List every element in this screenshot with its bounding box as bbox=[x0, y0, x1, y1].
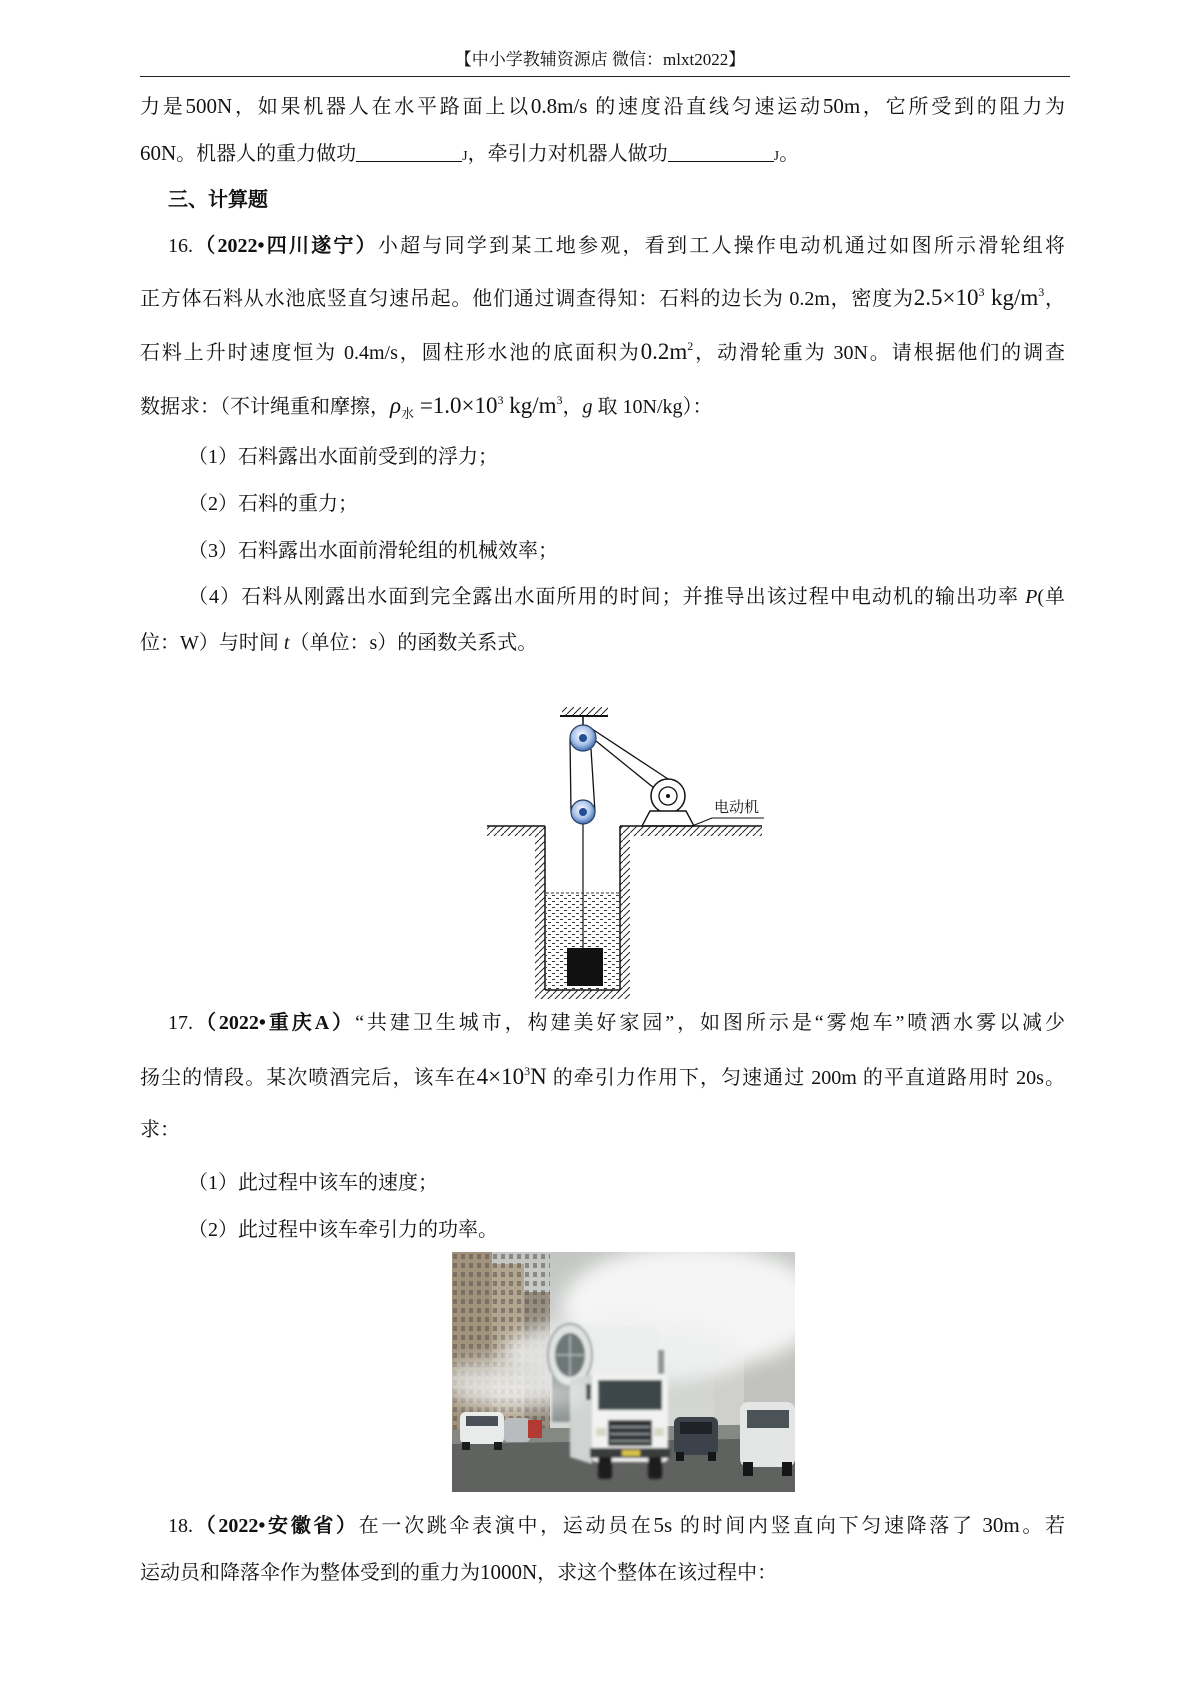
grille-bar bbox=[610, 1433, 650, 1435]
q18-distance: 30m bbox=[982, 1513, 1020, 1537]
q16-text: 小超与同学到某工地参观，看到工人操作电动机通过如图所示滑轮组将 bbox=[377, 235, 1065, 257]
q15-support-force: 500N bbox=[185, 94, 233, 118]
car-wheel bbox=[494, 1442, 502, 1450]
truck-wheel bbox=[648, 1457, 662, 1479]
force-base: 4×10 bbox=[476, 1064, 525, 1089]
section-title: 三、计算题 bbox=[168, 189, 268, 211]
q18-text: 在一次跳伞表演中，运动员在 bbox=[358, 1515, 654, 1537]
q15-text: 。 bbox=[779, 143, 800, 165]
rho-symbol: ρ bbox=[390, 393, 402, 418]
q17-ask: 求： bbox=[140, 1119, 180, 1141]
q18-weight: 1000N bbox=[480, 1560, 538, 1584]
pool-bottom-hatch bbox=[535, 990, 630, 999]
force-exponent: 3 bbox=[524, 1064, 531, 1078]
motor-axle bbox=[666, 794, 670, 798]
q16-text: 数据求：（不计绳重和摩擦， bbox=[140, 396, 390, 418]
power-symbol: P bbox=[1025, 586, 1038, 608]
q18-text: ，求这个整体在该过程中： bbox=[537, 1562, 778, 1584]
q18-text: 。若 bbox=[1019, 1515, 1066, 1537]
unit-joule: J bbox=[773, 149, 780, 164]
g-symbol: g bbox=[582, 396, 593, 418]
rope-right-segment bbox=[591, 749, 595, 812]
q17-line-2 bbox=[140, 1062, 1065, 1092]
truck-plate bbox=[622, 1450, 640, 1456]
rho-subscript: 水 bbox=[401, 406, 415, 421]
q17-item-2: （2）此过程中该车牵引力的功率。 bbox=[188, 1219, 498, 1241]
pool-right-wall-hatch bbox=[620, 836, 630, 990]
q18-line-2 bbox=[140, 1557, 777, 1587]
q16-text: 正方体石料从水池底竖直匀速吊起。他们通过调查得知：石料的边长为 0.2m，密度为 bbox=[140, 288, 914, 310]
q18-number: 18. bbox=[168, 1515, 193, 1537]
rope-to-motor bbox=[586, 725, 668, 779]
red-car bbox=[528, 1420, 542, 1438]
answer-blank-gravity-work bbox=[356, 141, 462, 162]
q16-number: 16. bbox=[168, 235, 193, 257]
photo-foreground-fog bbox=[452, 1380, 592, 1408]
grille-bar bbox=[610, 1426, 650, 1428]
q15-distance: 50m bbox=[822, 94, 861, 118]
fixed-pulley-hub bbox=[579, 734, 587, 742]
movable-pulley bbox=[571, 800, 595, 824]
unit-joule: J bbox=[462, 149, 468, 164]
header-rule bbox=[140, 76, 1070, 77]
q17-line-1 bbox=[168, 1008, 1065, 1038]
water-density-base: =1.0×10 bbox=[414, 393, 498, 418]
truck-headlight bbox=[654, 1428, 664, 1436]
rope-left-segment bbox=[570, 738, 571, 812]
q15-text: ，它所受到的阻力为 bbox=[860, 96, 1066, 118]
q16-item-4-text: （4）石料从刚露出水面到完全露出水面所用的时间；并推导出该过程中电动机的输出功率 bbox=[188, 586, 1026, 608]
car-wheel bbox=[743, 1462, 753, 1476]
car-window bbox=[747, 1410, 789, 1428]
q15-text: 力是 bbox=[140, 96, 186, 118]
grille-bar bbox=[610, 1440, 650, 1442]
car-wheel bbox=[782, 1462, 792, 1476]
q16-text: ， bbox=[562, 396, 583, 418]
pool-left-wall-hatch bbox=[535, 836, 545, 990]
time-symbol: t bbox=[283, 632, 290, 654]
q16-item-4-line-1 bbox=[188, 582, 1065, 612]
q18-source: （2022•安徽省） bbox=[193, 1515, 359, 1537]
q16-item-4-text: 位：W）与时间 bbox=[140, 632, 284, 654]
q15-speed: 0.8m/s bbox=[530, 94, 588, 118]
q17-item-1: （1）此过程中该车的速度； bbox=[188, 1172, 438, 1194]
motor-label: 电动机 bbox=[714, 798, 760, 816]
truck-wheel bbox=[598, 1457, 612, 1479]
fixed-pulley bbox=[570, 725, 596, 751]
ceiling bbox=[560, 707, 608, 726]
q16-item-4-text: （单位：s）的函数关系式。 bbox=[289, 632, 538, 654]
water-density-exponent: 3 bbox=[497, 393, 504, 407]
density-unit-exponent: 3 bbox=[1038, 285, 1045, 299]
electric-motor bbox=[642, 779, 764, 826]
force-unit: N bbox=[530, 1064, 547, 1089]
traction-force bbox=[477, 1064, 547, 1089]
ceiling-hatch bbox=[562, 707, 608, 716]
q16-text: ， bbox=[1044, 288, 1066, 310]
q16-line-2 bbox=[140, 283, 1065, 313]
page-header: 【中小学教辅资源店 微信：mlxt2022】 bbox=[454, 50, 746, 69]
q17-source: （2022•重庆A） bbox=[193, 1012, 356, 1034]
area-value: 0.2m bbox=[640, 339, 688, 364]
q15-text: 。机器人的重力做功 bbox=[176, 143, 357, 165]
q18-line-1 bbox=[168, 1510, 1065, 1540]
q17-text: 扬尘的情段。某次喷酒完后，该车在 bbox=[140, 1067, 477, 1089]
q16-item-1: （1）石料露出水面前受到的浮力； bbox=[188, 446, 498, 468]
car-wheel bbox=[676, 1452, 684, 1461]
q16-text: 取 10N/kg）： bbox=[592, 396, 713, 418]
ground-left-hatch bbox=[487, 826, 545, 836]
q18-text: 运动员和降落伞作为整体受到的重力为 bbox=[140, 1562, 480, 1584]
water-density-unit: kg/m bbox=[503, 393, 557, 418]
q16-item-3: （3）石料露出水面前滑轮组的机械效率； bbox=[188, 540, 558, 562]
q16-source: （2022•四川遂宁） bbox=[193, 235, 378, 257]
truck-headlight bbox=[596, 1428, 606, 1436]
density-exponent: 3 bbox=[978, 285, 985, 299]
q16-item-4-text: (单 bbox=[1037, 586, 1065, 608]
q15-text: ，牵引力对机器人做功 bbox=[467, 143, 668, 165]
pulley-system-diagram bbox=[480, 700, 770, 1005]
movable-pulley-hub bbox=[579, 808, 587, 816]
q16-line-4 bbox=[140, 391, 713, 421]
q18-text: 的时间内竖直向下匀速降落了 bbox=[672, 1515, 983, 1537]
q17-number: 17. bbox=[168, 1012, 193, 1034]
car-window bbox=[466, 1416, 498, 1426]
q16-line-1 bbox=[168, 231, 1065, 261]
silver-car bbox=[504, 1418, 530, 1442]
stone-density bbox=[914, 285, 1045, 310]
density-base: 2.5×10 bbox=[913, 285, 979, 310]
car-wheel bbox=[462, 1442, 470, 1450]
stone-block bbox=[567, 948, 603, 986]
density-unit: kg/m bbox=[984, 285, 1039, 310]
car-wheel bbox=[708, 1452, 716, 1461]
q15-text: 的速度沿直线匀速运动 bbox=[587, 96, 823, 118]
q16-line-3 bbox=[140, 337, 1065, 367]
q17-text: “共建卫生城市，构建美好家园”，如图所示是“雾炮车”喷洒水雾以减少 bbox=[355, 1012, 1065, 1034]
water-density-unit-exponent: 3 bbox=[556, 393, 563, 407]
pool-area bbox=[641, 339, 694, 364]
ground bbox=[487, 826, 762, 836]
truck-windshield bbox=[598, 1380, 662, 1410]
q18-time: 5s bbox=[653, 1513, 673, 1537]
car-window bbox=[680, 1422, 712, 1434]
q15-text: ，如果机器人在水平路面上以 bbox=[232, 96, 531, 118]
answer-blank-traction-work bbox=[668, 141, 774, 162]
q15-line-2 bbox=[140, 138, 799, 168]
q17-text: 的牵引力作用下，匀速通过 200m 的平直道路用时 20s。 bbox=[546, 1067, 1066, 1089]
q16-text: ，动滑轮重为 30N。请根据他们的调查 bbox=[693, 342, 1065, 364]
fog-cannon-truck-photo bbox=[452, 1252, 795, 1492]
water-density bbox=[390, 393, 563, 421]
motor-label-leader bbox=[692, 818, 764, 826]
q16-text: 石料上升时速度恒为 0.4m/s，圆柱形水池的底面积为 bbox=[140, 342, 641, 364]
ground-right-hatch bbox=[620, 826, 762, 836]
q16-item-4-line-2 bbox=[140, 628, 537, 658]
motor-base bbox=[642, 811, 694, 826]
q16-item-2: （2）石料的重力； bbox=[188, 493, 358, 515]
q15-line-1 bbox=[140, 91, 1065, 121]
area-exponent: 2 bbox=[687, 339, 694, 353]
q15-resistance: 60N bbox=[140, 141, 177, 165]
